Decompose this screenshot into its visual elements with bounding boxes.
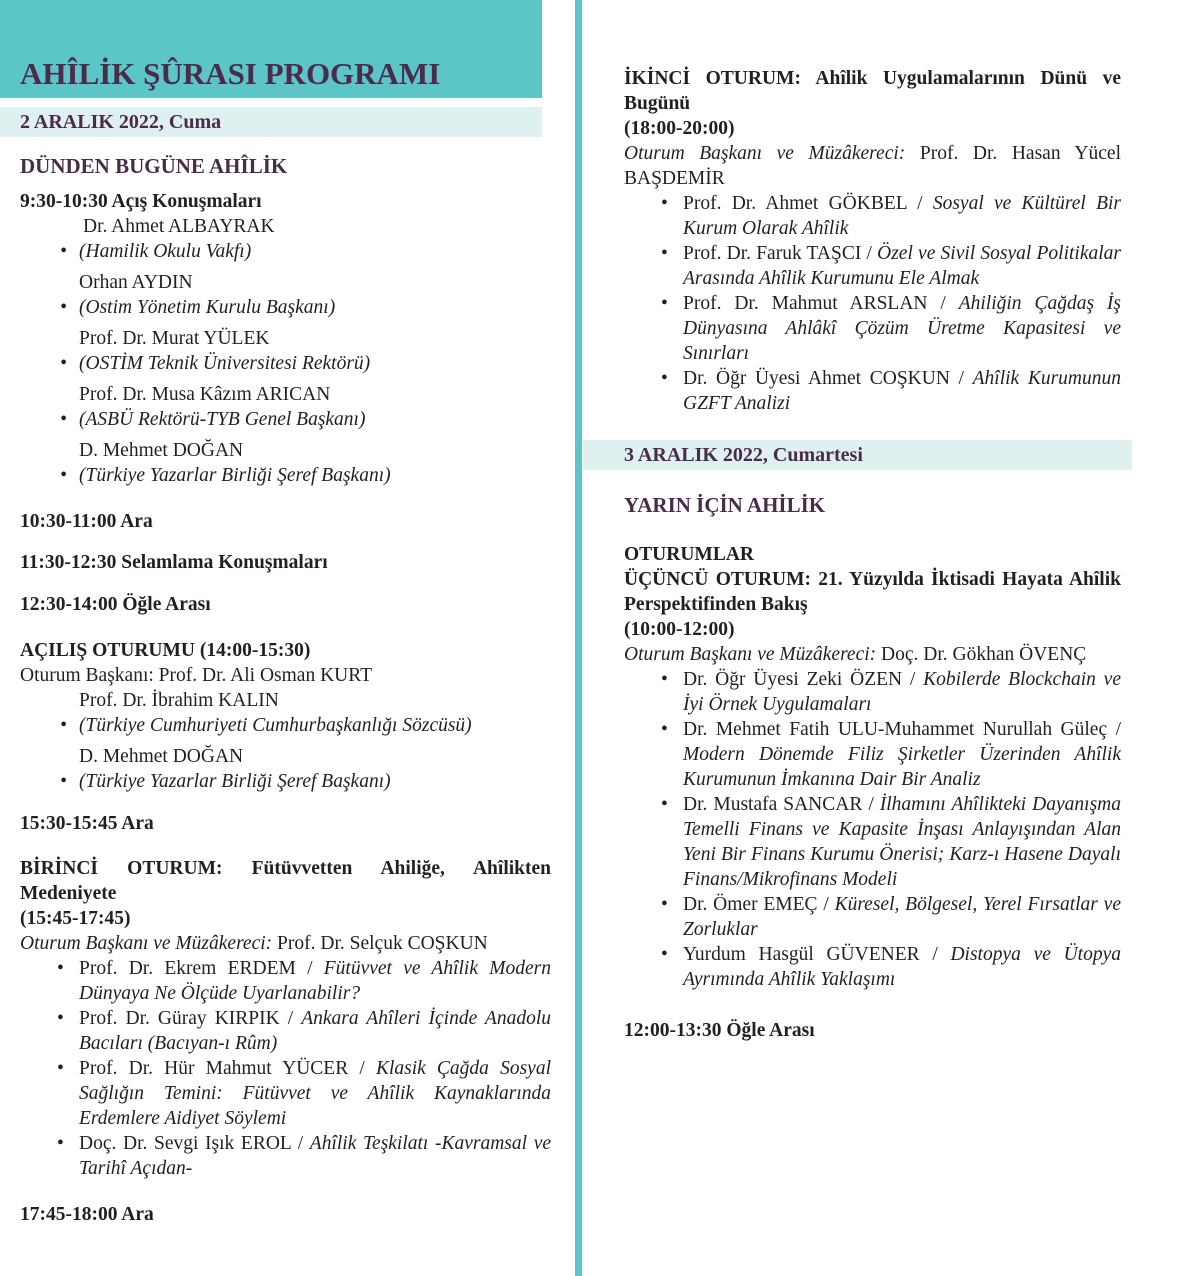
session3-time: (10:00-12:00) bbox=[624, 619, 735, 640]
speaker-name: Dr. Ahmet ALBAYRAK bbox=[83, 216, 275, 237]
speaker-affiliation: • (ASBÜ Rektörü-TYB Genel Başkanı) bbox=[60, 409, 366, 430]
list-item: • Prof. Dr. Faruk TAŞCI / Özel ve Sivil Sosyal Politikalar Arasında Ahîlik Kurumunu Ele Almak bbox=[624, 241, 1121, 291]
speaker-name: Prof. Dr. İbrahim KALIN bbox=[79, 690, 279, 711]
day2-section-title: YARIN İÇİN AHİLİK bbox=[624, 493, 826, 517]
session3-block bbox=[624, 542, 1121, 992]
speaker-affiliation: • (Hamilik Okulu Vakfı) bbox=[60, 241, 252, 262]
list-item: • Doç. Dr. Sevgi Işık EROL / Ahîlik Teşkilatı -Kavramsal ve Tarihî Açıdan- bbox=[20, 1131, 551, 1181]
break-1: 10:30-11:00 Ara bbox=[20, 511, 153, 532]
list-item: • Prof. Dr. Güray KIRPIK / Ankara Ahîleri İçinde Anadolu Bacıları (Bacıyan-ı Rûm) bbox=[20, 1006, 551, 1056]
speaker-affiliation: • (Ostim Yönetim Kurulu Başkanı) bbox=[60, 297, 336, 318]
session3-title: ÜÇÜNCÜ OTURUM: 21. Yüzyılda İktisadi Hayata Ahîlik Perspektifinden Bakış bbox=[624, 569, 1121, 615]
list-item: • Yurdum Hasgül GÜVENER / Distopya ve Ütopya Ayrımında Ahîlik Yaklaşımı bbox=[624, 942, 1121, 992]
list-item: • Prof. Dr. Hür Mahmut YÜCER / Klasik Çağda Sosyal Sağlığın Temini: Fütüvvet ve Ahîlik Kaynaklarında Erdemlere Aidiyet Söylemi bbox=[20, 1056, 551, 1131]
session2-block bbox=[624, 66, 1121, 416]
opening-session-heading: AÇILIŞ OTURUMU (14:00-15:30) bbox=[20, 640, 311, 661]
session1-chair: Oturum Başkanı ve Müzâkereci: Prof. Dr. Selçuk COŞKUN bbox=[20, 933, 488, 954]
speaker-name: Prof. Dr. Murat YÜLEK bbox=[79, 328, 270, 349]
day1-section-title: DÜNDEN BUGÜNE AHÎLİK bbox=[20, 154, 288, 178]
greetings-speeches: 11:30-12:30 Selamlama Konuşmaları bbox=[20, 552, 328, 573]
speaker-name: Prof. Dr. Musa Kâzım ARICAN bbox=[79, 384, 331, 405]
session2-chair: Oturum Başkanı ve Müzâkereci: Prof. Dr. Hasan Yücel BAŞDEMİR bbox=[624, 143, 1121, 189]
session3-chair: Oturum Başkanı ve Müzâkereci: Doç. Dr. Gökhan ÖVENÇ bbox=[624, 644, 1087, 665]
speaker-name: Orhan AYDIN bbox=[79, 272, 193, 293]
session1-block bbox=[20, 856, 551, 1181]
break-2: 15:30-15:45 Ara bbox=[20, 813, 154, 834]
list-item: • Prof. Dr. Ahmet GÖKBEL / Sosyal ve Kültürel Bir Kurum Olarak Ahîlik bbox=[624, 191, 1121, 241]
list-item: • Dr. Mustafa SANCAR / İlhamını Ahîlikteki Dayanışma Temelli Finans ve Kapasite İnşası Anlayışından Alan Yeni Bir Finans Kurumu Önerisi; Karz-ı Hasene Dayalı Finans/Mikrofinans Modeli bbox=[624, 792, 1121, 892]
session1-talks bbox=[20, 956, 551, 1181]
speaker-name: D. Mehmet DOĞAN bbox=[79, 746, 244, 767]
list-item: • Prof. Dr. Mahmut ARSLAN / Ahiliğin Çağdaş İş Dünyasına Ahlâkî Çözüm Üretme Kapasitesi ve Sınırları bbox=[624, 291, 1121, 366]
opening-speeches-block bbox=[20, 189, 551, 488]
lunch-break-day2: 12:00-13:30 Öğle Arası bbox=[624, 1020, 815, 1041]
session1-title: BİRİNCİ OTURUM: Fütüvvetten Ahiliğe, Ahîlikten Medeniyete bbox=[20, 858, 551, 904]
speaker-name: D. Mehmet DOĞAN bbox=[79, 440, 244, 461]
session3-talks bbox=[624, 667, 1121, 992]
day2-date: 3 ARALIK 2022, Cumartesi bbox=[624, 444, 863, 466]
list-item: • Prof. Dr. Ekrem ERDEM / Fütüvvet ve Ahîlik Modern Dünyaya Ne Ölçüde Uyarlanabilir? bbox=[20, 956, 551, 1006]
speaker-affiliation: • (OSTİM Teknik Üniversitesi Rektörü) bbox=[60, 353, 371, 374]
list-item: • Dr. Öğr Üyesi Zeki ÖZEN / Kobilerde Blockchain ve İyi Örnek Uygulamaları bbox=[624, 667, 1121, 717]
session1-time: (15:45-17:45) bbox=[20, 908, 131, 929]
break-3: 17:45-18:00 Ara bbox=[20, 1204, 154, 1225]
column-divider bbox=[575, 0, 582, 1276]
page-title: AHÎLİK ŞÛRASI PROGRAMI bbox=[20, 56, 441, 91]
session2-time: (18:00-20:00) bbox=[624, 118, 735, 139]
opening-session-block bbox=[20, 638, 551, 794]
list-item: • Dr. Ömer EMEÇ / Küresel, Bölgesel, Yerel Fırsatlar ve Zorluklar bbox=[624, 892, 1121, 942]
list-item: • Dr. Öğr Üyesi Ahmet COŞKUN / Ahîlik Kurumunun GZFT Analizi bbox=[624, 366, 1121, 416]
list-item: • Dr. Mehmet Fatih ULU-Muhammet Nurullah Güleç / Modern Dönemde Filiz Şirketler Üzerinden Ahîlik Kurumunun İmkanına Dair Bir Analiz bbox=[624, 717, 1121, 792]
lunch-break-day1: 12:30-14:00 Öğle Arası bbox=[20, 594, 211, 615]
opening-session-chair: Oturum Başkanı: Prof. Dr. Ali Osman KURT bbox=[20, 665, 372, 686]
opening-speeches-heading: 9:30-10:30 Açış Konuşmaları bbox=[20, 191, 262, 212]
speaker-affiliation: • (Türkiye Cumhuriyeti Cumhurbaşkanlığı Sözcüsü) bbox=[60, 715, 472, 736]
speaker-affiliation: • (Türkiye Yazarlar Birliği Şeref Başkanı) bbox=[60, 771, 391, 792]
day1-date: 2 ARALIK 2022, Cuma bbox=[20, 111, 222, 133]
sessions-label: OTURUMLAR bbox=[624, 544, 754, 565]
speaker-affiliation: • (Türkiye Yazarlar Birliği Şeref Başkanı) bbox=[60, 465, 391, 486]
session2-talks bbox=[624, 191, 1121, 416]
session2-title: İKİNCİ OTURUM: Ahîlik Uygulamalarının Dünü ve Bugünü bbox=[624, 68, 1121, 114]
